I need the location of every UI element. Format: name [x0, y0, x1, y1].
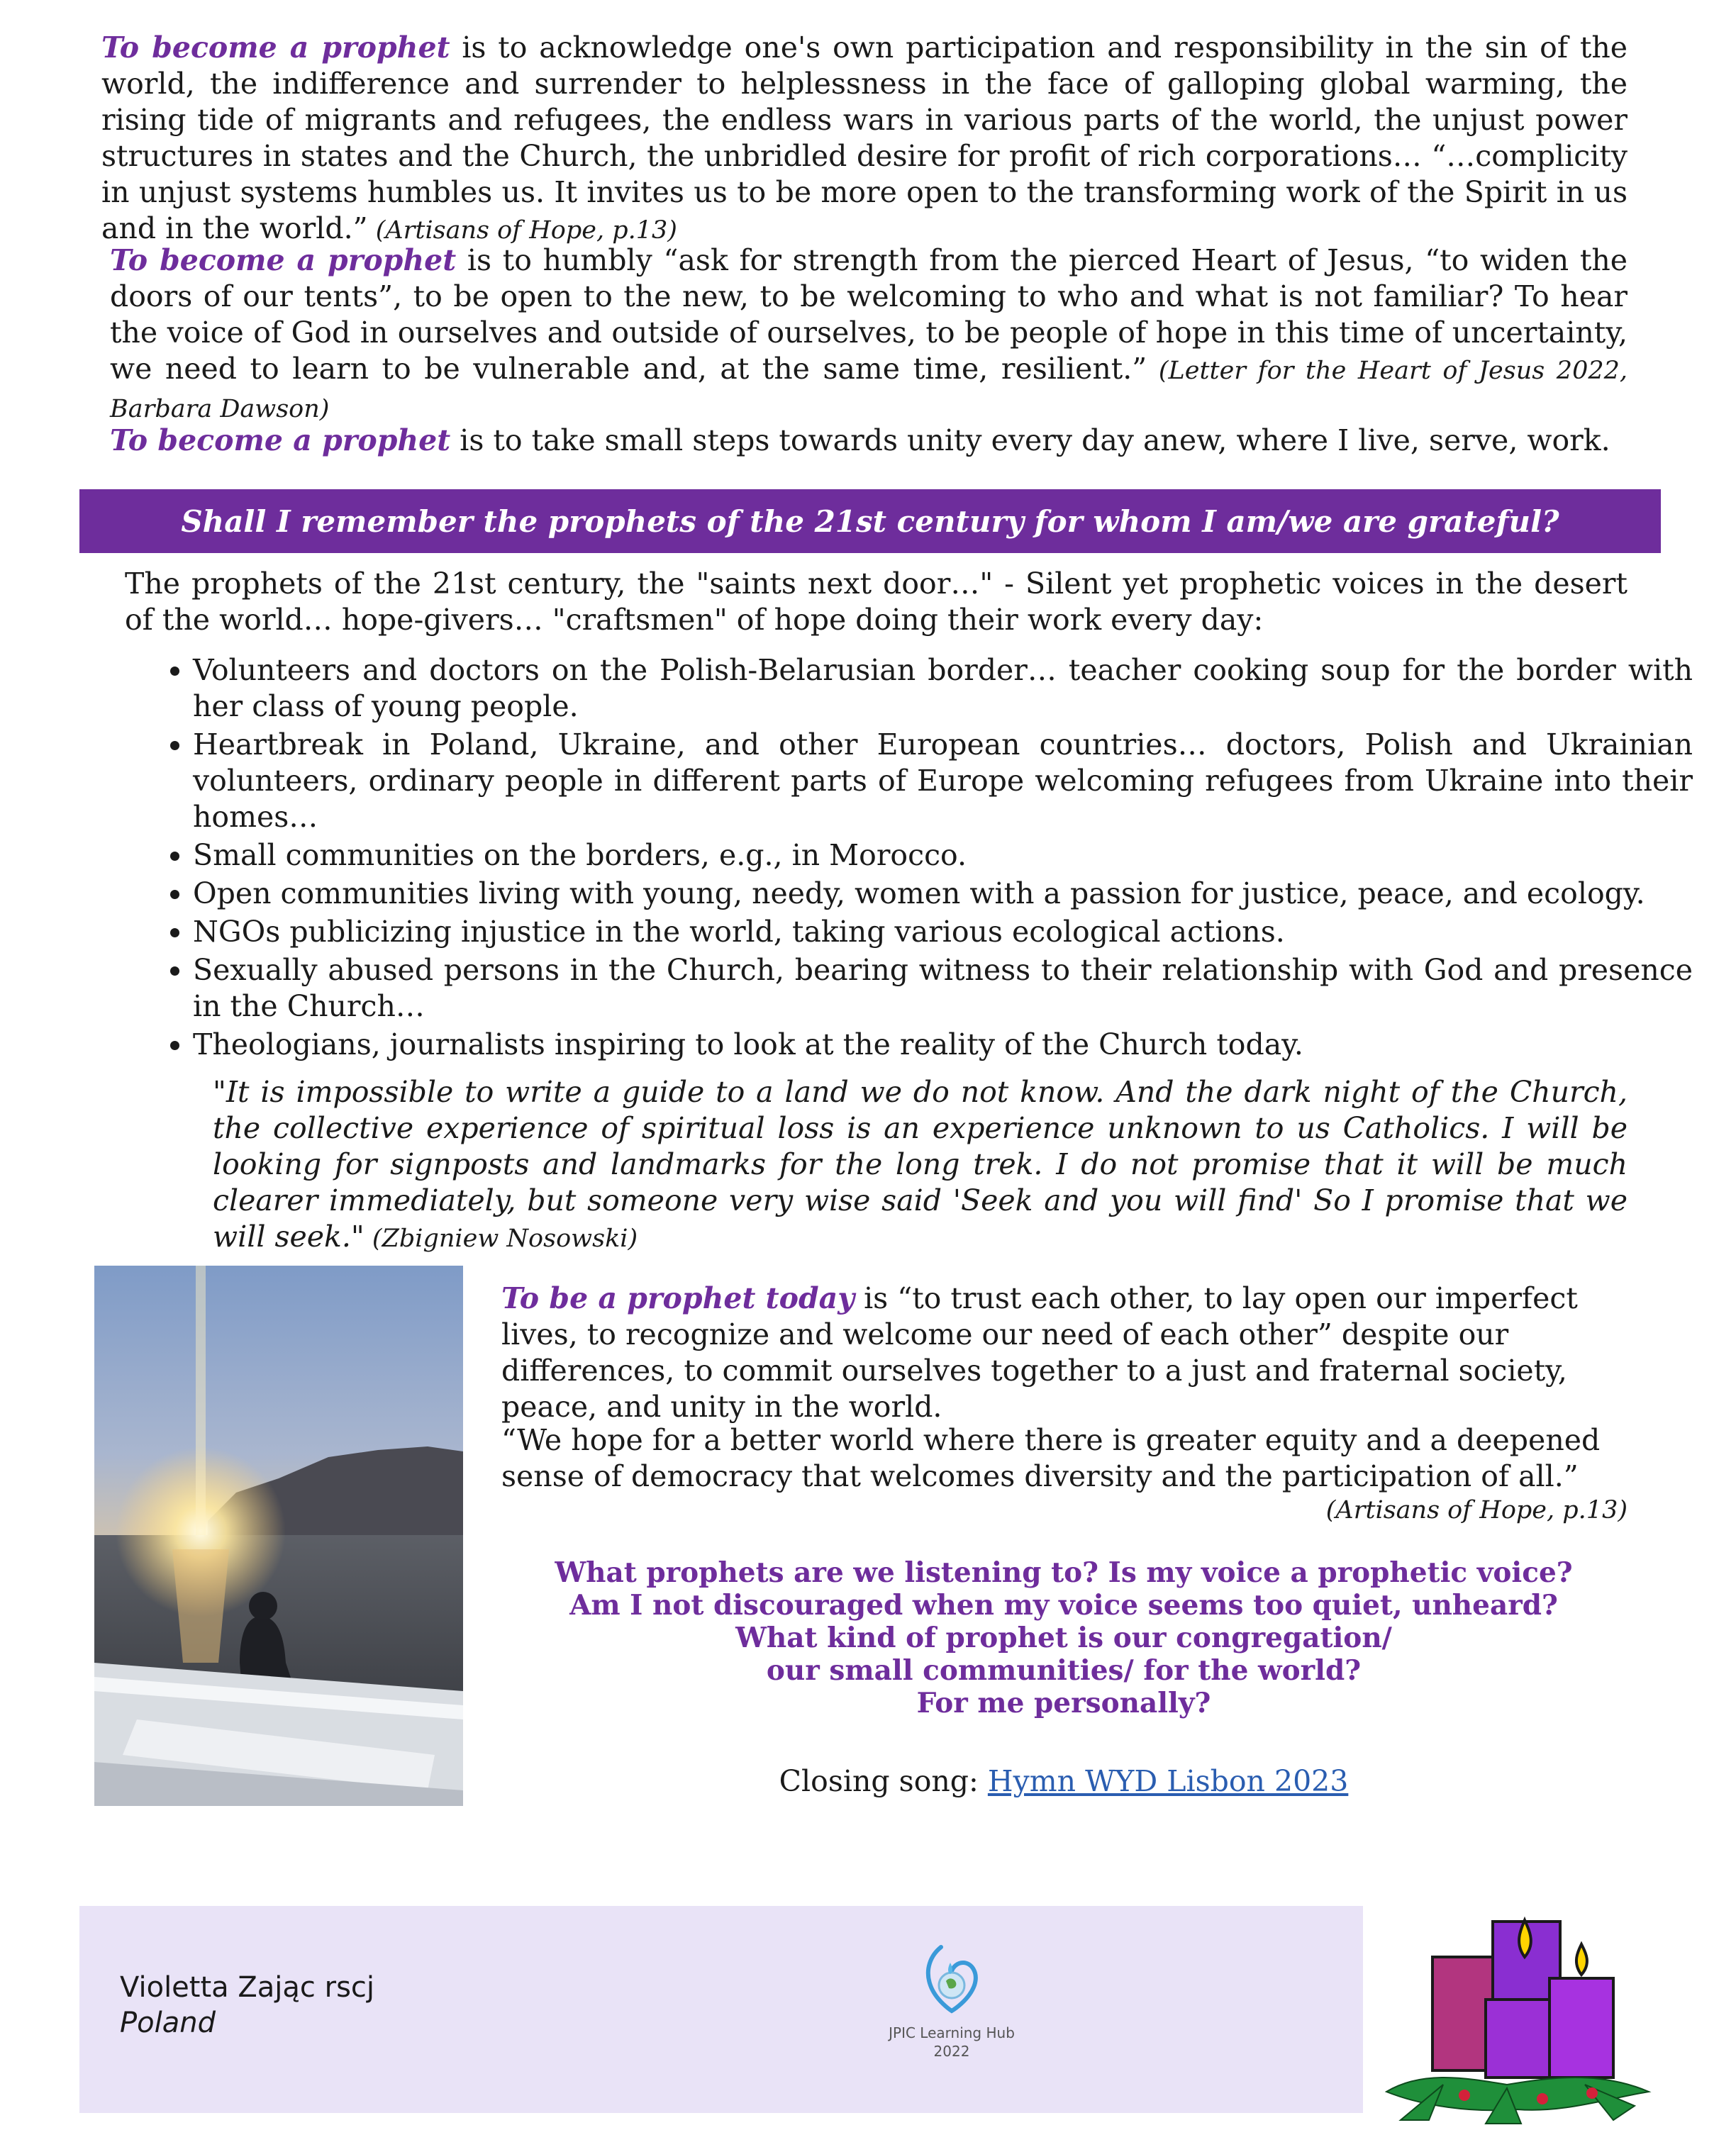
author-country: Poland: [120, 2007, 216, 2039]
closing-label: Closing song:: [779, 1764, 988, 1798]
question-line: What prophets are we listening to? Is my voice a prophetic voice?: [555, 1556, 1573, 1589]
question-line: What kind of prophet is our congregation/: [735, 1622, 1392, 1654]
paragraph-3-text: is to take small steps towards unity every day anew, where I live, serve, work.: [450, 423, 1610, 457]
jpic-hub-logo: [852, 1941, 1051, 2061]
paragraph-1-cite: (Artisans of Hope, p.13): [367, 216, 677, 245]
closing-song: [496, 1764, 1631, 1798]
hymn-link[interactable]: Hymn WYD Lisbon 2023: [987, 1764, 1349, 1798]
intro-text: The prophets of the 21st century, the "saints next door…" - Silent yet prophetic voices in the desert of the world… hope-givers… "craftsmen" of hope doing their work every day:: [125, 567, 1628, 637]
author-name: Violetta Zając rscj: [120, 1971, 375, 2004]
section-banner: Shall I remember the prophets of the 21st century for whom I am/we are grateful?: [79, 489, 1661, 553]
paragraph-2: [110, 242, 1628, 428]
today-lead: To be a prophet today: [501, 1281, 855, 1315]
list-item: • Heartbreak in Poland, Ukraine, and other European countries… doctors, Polish and Ukrainian volunteers, ordinary people in different parts of Europe welcoming refugees from Ukraine into their homes…: [193, 727, 1693, 835]
paragraph-3: [110, 423, 1628, 459]
heart-globe-icon: [916, 1941, 987, 2019]
today-text: is “to trust each other, to lay open our imperfect lives, to recognize and welcome our need of each other” despite our differences, to commit ourselves together to a just and fraternal society, peace, and unity in the world.: [501, 1281, 1578, 1424]
footer: [79, 1906, 1363, 2113]
paragraph-1-text: is to acknowledge one's own participation and responsibility in the sin of the world, the indifference and surrender to helplessness in the face of galloping global warming, the rising tide of migrants and refugees, the endless wars in various parts of the world, the unjust power structures in states and the Church, the unbridled desire for profit of rich corporations… “…complicity in unjust systems humbles us. It invites us to be more open to the transforming work of the Spirit in us and in the world.”: [101, 30, 1628, 245]
list-item: • Open communities living with young, needy, women with a passion for justice, peace, and ecology.: [193, 876, 1693, 912]
hub-year: 2022: [933, 2043, 970, 2060]
prophets-list: [122, 652, 1693, 1065]
paragraph-1: [101, 30, 1628, 249]
reflection-questions: [496, 1556, 1631, 1719]
nosowski-quote: [213, 1074, 1628, 1257]
advent-candles-icon: [1379, 1907, 1656, 2127]
paragraph-2-lead: To become a prophet: [110, 243, 457, 277]
quote-text: "It is impossible to write a guide to a land we do not know. And the dark night of the Church, the collective experience of spiritual loss is an experience unknown to us Catholics. I will be looking for signposts and landmarks for the long trek. I do not promise that it will be much clearer immediately, but someone very wise said 'Seek and you will find' So I promise that we will seek.": [213, 1075, 1628, 1254]
paragraph-3-lead: To become a prophet: [110, 423, 451, 457]
list-item: • Volunteers and doctors on the Polish-Belarusian border… teacher cooking soup for the border with her class of young people.: [193, 652, 1693, 725]
list-item: • Sexually abused persons in the Church, bearing witness to their relationship with God and presence in the Church…: [193, 952, 1693, 1025]
list-item: • NGOs publicizing injustice in the world, taking various ecological actions.: [193, 914, 1693, 950]
list-item: • Theologians, journalists inspiring to look at the reality of the Church today.: [193, 1027, 1693, 1063]
question-line: For me personally?: [916, 1687, 1211, 1719]
author-block: [120, 1970, 374, 2041]
hub-name: JPIC Learning Hub: [889, 2024, 1015, 2041]
paragraph-2-text: is to humbly “ask for strength from the pierced Heart of Jesus, “to widen the doors of our tents”, to be open to the new, to be welcoming to who and what is not familiar? To hear the voice of God in ourselves and outside of ourselves, to be people of hope in this time of uncertainty, we need to learn to be vulnerable and, at the same time, resilient.”: [110, 243, 1628, 386]
sunset-photo: [94, 1266, 463, 1806]
paragraph-2-cite: (Letter for the Heart of Jesus 2022, Barbara Dawson): [110, 357, 1628, 423]
hope-quote: “We hope for a better world where there is greater equity and a deepened sense of democracy that welcomes diversity and the participation of all.”: [501, 1423, 1601, 1493]
paragraph-1-lead: To become a prophet: [101, 30, 450, 65]
today-paragraph: [501, 1281, 1628, 1425]
question-line: our small communities/ for the world?: [766, 1654, 1362, 1687]
question-line: Am I not discouraged when my voice seems too quiet, unheard?: [569, 1589, 1558, 1622]
quote-author: (Zbigniew Nosowski): [364, 1225, 638, 1253]
list-item: • Small communities on the borders, e.g., in Morocco.: [193, 837, 1693, 874]
hope-cite: (Artisans of Hope, p.13): [1325, 1496, 1628, 1524]
